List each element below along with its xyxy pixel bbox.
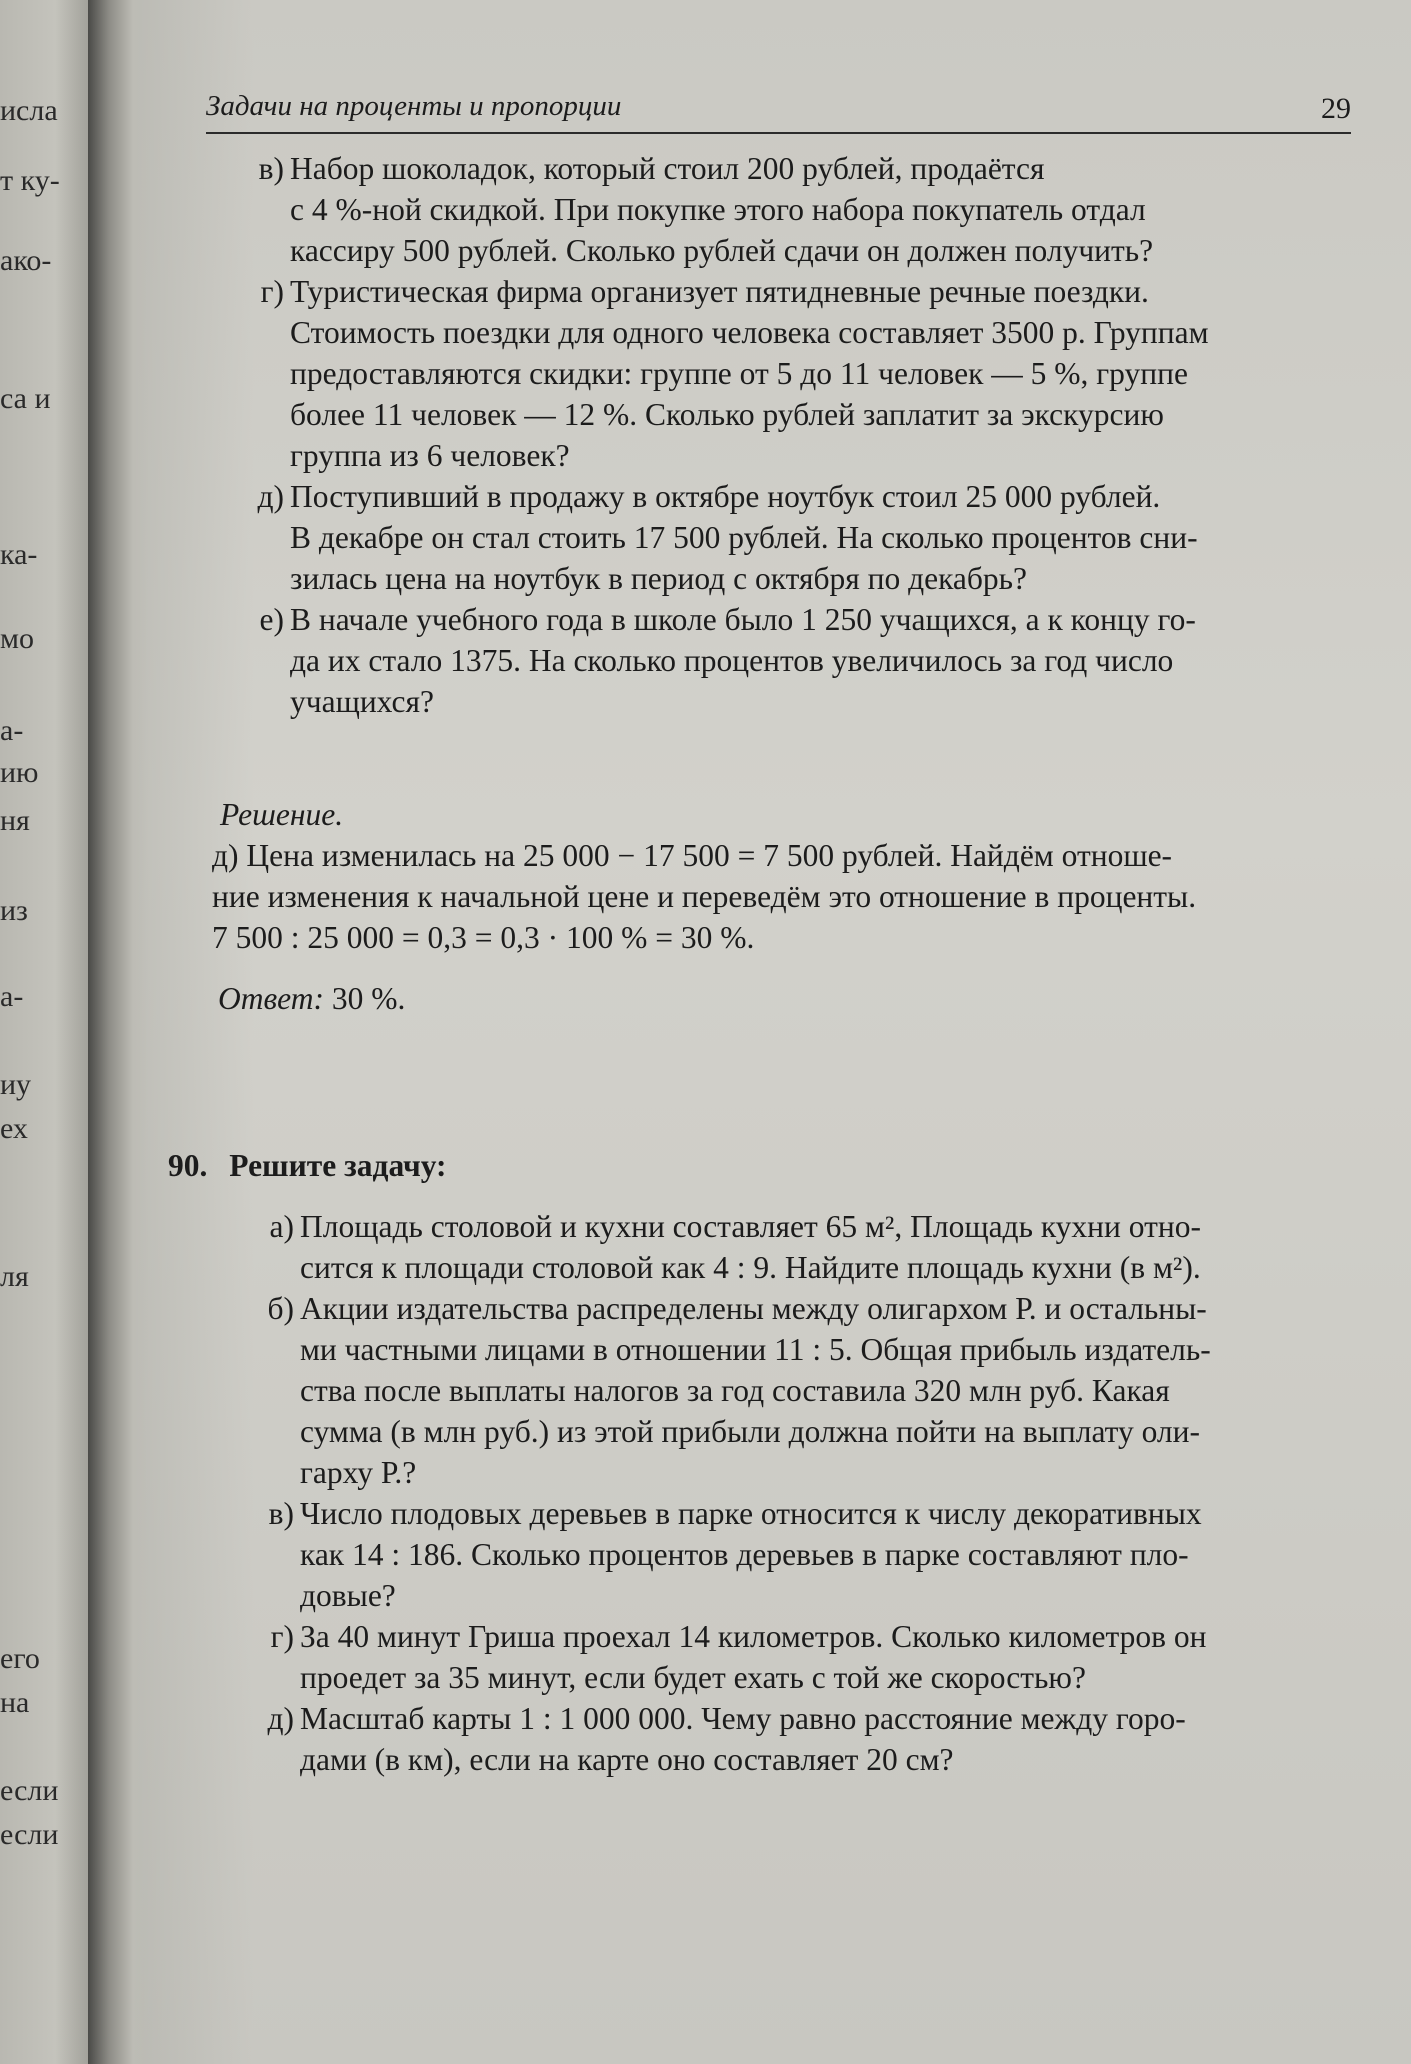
item-label: б) <box>267 1291 294 1326</box>
problem-item <box>230 599 1365 722</box>
item-text <box>300 1493 1365 1616</box>
item-text <box>300 1288 1365 1493</box>
margin-fragment: его <box>0 1642 40 1675</box>
margin-fragment: иу <box>0 1068 32 1101</box>
answer-label: Ответ: <box>218 981 324 1016</box>
book-gutter-shadow <box>88 0 148 2064</box>
margin-fragment: на <box>0 1686 30 1719</box>
text-line: Площадь столовой и кухни составляет 65 м², Площадь кухни отно- <box>300 1209 1201 1244</box>
task-heading <box>168 1145 1365 1186</box>
running-header <box>206 88 1351 134</box>
margin-fragment: а- <box>0 980 24 1013</box>
item-text <box>290 476 1365 599</box>
text-line: гарху Р.? <box>300 1455 417 1490</box>
item-text <box>300 1698 1365 1780</box>
margin-fragment: ка- <box>0 538 38 571</box>
text-line: проедет за 35 минут, если будет ехать с той же скоростью? <box>300 1660 1086 1695</box>
problem-item <box>230 271 1365 476</box>
text-line: кассиру 500 рублей. Сколько рублей сдачи он должен получить? <box>290 233 1154 268</box>
text-line: ми частными лицами в отношении 11 : 5. Общая прибыль издатель- <box>300 1332 1211 1367</box>
text-line: Число плодовых деревьев в парке относится к числу декоративных <box>300 1496 1202 1531</box>
margin-fragment: а- <box>0 714 24 747</box>
answer <box>218 978 1365 1019</box>
item-label: д) <box>267 1701 294 1736</box>
text-line: За 40 минут Гриша проехал 14 километров. Сколько километров он <box>300 1619 1207 1654</box>
book-page <box>96 0 1411 2064</box>
text-line: 7 500 : 25 000 = 0,3 = 0,3 · 100 % = 30 %. <box>212 920 755 955</box>
margin-fragment: ля <box>0 1260 29 1293</box>
text-line: Поступивший в продажу в октябре ноутбук стоил 25 000 рублей. <box>290 479 1161 514</box>
margin-fragment: ня <box>0 804 30 837</box>
text-line: да их стало 1375. На сколько процентов увеличилось за год число <box>290 643 1174 678</box>
margin-fragment: из <box>0 894 28 927</box>
item-label: в) <box>268 1496 294 1531</box>
margin-fragment: мо <box>0 622 34 655</box>
text-line: д) Цена изменилась на 25 000 − 17 500 = 7 500 рублей. Найдём отноше- <box>212 838 1173 873</box>
text-line: Акции издательства распределены между олигархом Р. и остальны- <box>300 1291 1207 1326</box>
text-line: учащихся? <box>290 684 434 719</box>
text-line: зилась цена на ноутбук в период с октября по декабрь? <box>290 561 1028 596</box>
text-line: довые? <box>300 1578 396 1613</box>
item-label: а) <box>269 1209 294 1244</box>
margin-fragment: исла <box>0 94 58 127</box>
task-list <box>240 1206 1365 1780</box>
header-title: Задачи на проценты и пропорции <box>206 90 622 122</box>
item-label: д) <box>257 479 284 514</box>
text-line: сится к площади столовой как 4 : 9. Найдите площадь кухни (в м²). <box>300 1250 1201 1285</box>
text-line: предоставляются скидки: группе от 5 до 11 человек — 5 %, группе <box>290 356 1188 391</box>
problem-item <box>230 148 1365 271</box>
item-label: в) <box>258 151 284 186</box>
text-line: Набор шоколадок, который стоил 200 рублей, продаётся <box>290 151 1045 186</box>
item-text <box>300 1616 1365 1698</box>
text-line: В декабре он стал стоить 17 500 рублей. На сколько процентов сни- <box>290 520 1198 555</box>
task-item <box>240 1288 1365 1493</box>
task-title: Решите задачу: <box>229 1148 447 1183</box>
text-line: более 11 человек — 12 %. Сколько рублей заплатит за экскурсию <box>290 397 1164 432</box>
item-text <box>290 599 1365 722</box>
page-content <box>168 148 1365 1780</box>
text-line: как 14 : 186. Сколько процентов деревьев в парке составляют пло- <box>300 1537 1189 1572</box>
task-number: 90. <box>168 1148 208 1183</box>
text-line: ства после выплаты налогов за год составила 320 млн руб. Какая <box>300 1373 1170 1408</box>
task-item <box>240 1616 1365 1698</box>
text-line: Стоимость поездки для одного человека составляет 3500 р. Группам <box>290 315 1209 350</box>
answer-value: 30 %. <box>331 981 406 1016</box>
text-line: с 4 %-ной скидкой. При покупке этого набора покупатель отдал <box>290 192 1146 227</box>
page-number: 29 <box>1321 92 1351 125</box>
item-text <box>290 148 1365 271</box>
item-label: г) <box>270 1619 294 1654</box>
solution-heading: Решение. <box>220 797 344 832</box>
item-text <box>290 271 1365 476</box>
margin-fragment: если <box>0 1818 59 1851</box>
margin-fragment: ию <box>0 756 39 789</box>
text-line: сумма (в млн руб.) из этой прибыли должна пойти на выплату оли- <box>300 1414 1200 1449</box>
item-text <box>300 1206 1365 1288</box>
text-line: дами (в км), если на карте оно составляет 20 см? <box>300 1742 954 1777</box>
adjacent-page-strip <box>0 0 92 2064</box>
text-line: группа из 6 человек? <box>290 438 570 473</box>
text-line: Туристическая фирма организует пятидневные речные поездки. <box>290 274 1149 309</box>
margin-fragment: т ку- <box>0 164 60 197</box>
problem-item <box>230 476 1365 599</box>
item-label: е) <box>259 602 284 637</box>
task-item <box>240 1493 1365 1616</box>
text-line: Масштаб карты 1 : 1 000 000. Чему равно расстояние между горо- <box>300 1701 1186 1736</box>
task-item <box>240 1698 1365 1780</box>
task-item <box>240 1206 1365 1288</box>
item-label: г) <box>260 274 284 309</box>
margin-fragment: са и <box>0 382 51 415</box>
solution-text <box>212 835 1365 958</box>
text-line: ние изменения к начальной цене и переведём это отношение в проценты. <box>212 879 1197 914</box>
margin-fragment: ако- <box>0 244 52 277</box>
text-line: В начале учебного года в школе было 1 250 учащихся, а к концу го- <box>290 602 1196 637</box>
margin-fragment: если <box>0 1774 59 1807</box>
margin-fragment: ех <box>0 1112 28 1145</box>
